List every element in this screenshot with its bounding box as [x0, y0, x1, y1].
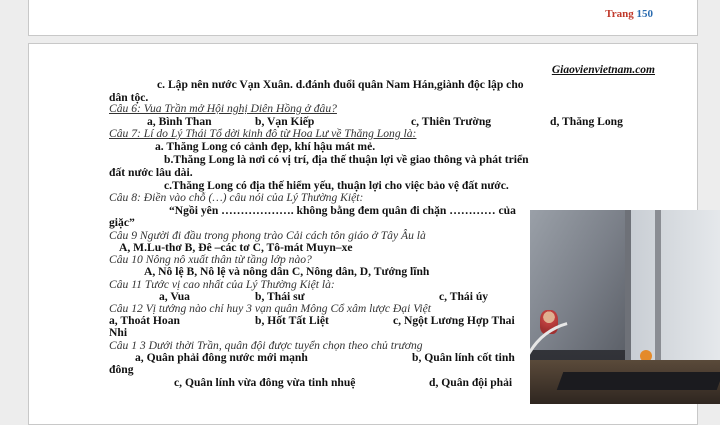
question-8: Câu 8: Điền vào chỗ (…) câu nói của Lý Thường Kiệt: [109, 191, 364, 204]
question-7: Câu 7: Lí do Lý Thái Tổ dời kinh đô từ Hoa Lư về Thăng Long là: [109, 127, 417, 140]
option: Nhi [109, 326, 128, 339]
option: b.Thăng Long là nơi có vị trí, địa thế thuận lợi về giao thông và phát triển [164, 153, 529, 166]
options-row: A, M.Lu-thơ B, Đê –các tơ C, Tô-mát Muyn–xe [119, 241, 353, 254]
question-11: Câu 11 Tước vị cao nhất của Lý Thường Kiệt là: [109, 278, 335, 291]
option: a, Quân phải đông nước mới mạnh [135, 351, 308, 364]
option: c, Ngột Lương Hợp Thai [393, 314, 515, 327]
option: a. Thăng Long có cảnh đẹp, khí hậu mát mẻ. [155, 140, 376, 153]
question-12: Câu 12 Vị tướng nào chỉ huy 3 vạn quân Mông Cổ xâm lược Đại Việt [109, 302, 432, 315]
option: a, Thoát Hoan [109, 314, 180, 327]
question-10: Câu 10 Nông nô xuất thân từ tầng lớp nào? [109, 253, 312, 266]
option: đông [109, 363, 134, 376]
option: b, Hốt Tất Liệt [255, 314, 329, 327]
option: c, Thiên Trường [411, 115, 492, 128]
webcam-window [625, 210, 720, 360]
previous-page [28, 0, 698, 36]
question-13: Câu 1 3 Dưới thời Trần, quân đội được tuyển chọn theo chủ trương [109, 339, 423, 352]
page-number: Trang 150 [605, 8, 653, 20]
option: c, Thái úy [439, 290, 489, 303]
question-9: Câu 9 Người đi đầu trong phong trào Cải cách tôn giáo ở Tây Âu là [109, 229, 426, 242]
option: b, Vạn Kiếp [255, 115, 315, 128]
question-6: Câu 6: Vua Trần mở Hội nghị Diên Hồng ở đâu? [109, 102, 337, 115]
answer-line: c. Lập nên nước Vạn Xuân. d.đánh đuổi quân Nam Hán,giành độc lập cho [157, 78, 524, 91]
option: c, Quân lính vừa đông vừa tinh nhuệ [174, 376, 356, 389]
webcam-window-frame [655, 210, 661, 360]
answer-line: dân tộc. [109, 91, 149, 104]
options-row: A, Nô lệ B, Nô lệ và nông dân C, Nông dân, D, Tướng lĩnh [144, 265, 430, 278]
option: d, Thăng Long [550, 115, 623, 128]
quote-line: giặc” [109, 216, 135, 229]
site-watermark[interactable]: Giaovienvietnam.com [551, 64, 655, 76]
option: đất nước lâu dài. [109, 166, 193, 179]
option: a, Vua [159, 290, 190, 303]
quote-line: “Ngồi yên ………………. không bằng đem quân đi chặn ………… của [169, 204, 516, 217]
option: d, Quân đội phải [429, 376, 513, 389]
option: a, Bình Than [147, 115, 212, 128]
option: b, Quân lính cốt tinh [412, 351, 515, 364]
webcam-overlay [530, 210, 720, 404]
option: b, Thái sư [255, 290, 305, 303]
option: c.Thăng Long có địa thế hiểm yếu, thuận lợi cho việc bảo vệ đất nước. [164, 179, 509, 192]
